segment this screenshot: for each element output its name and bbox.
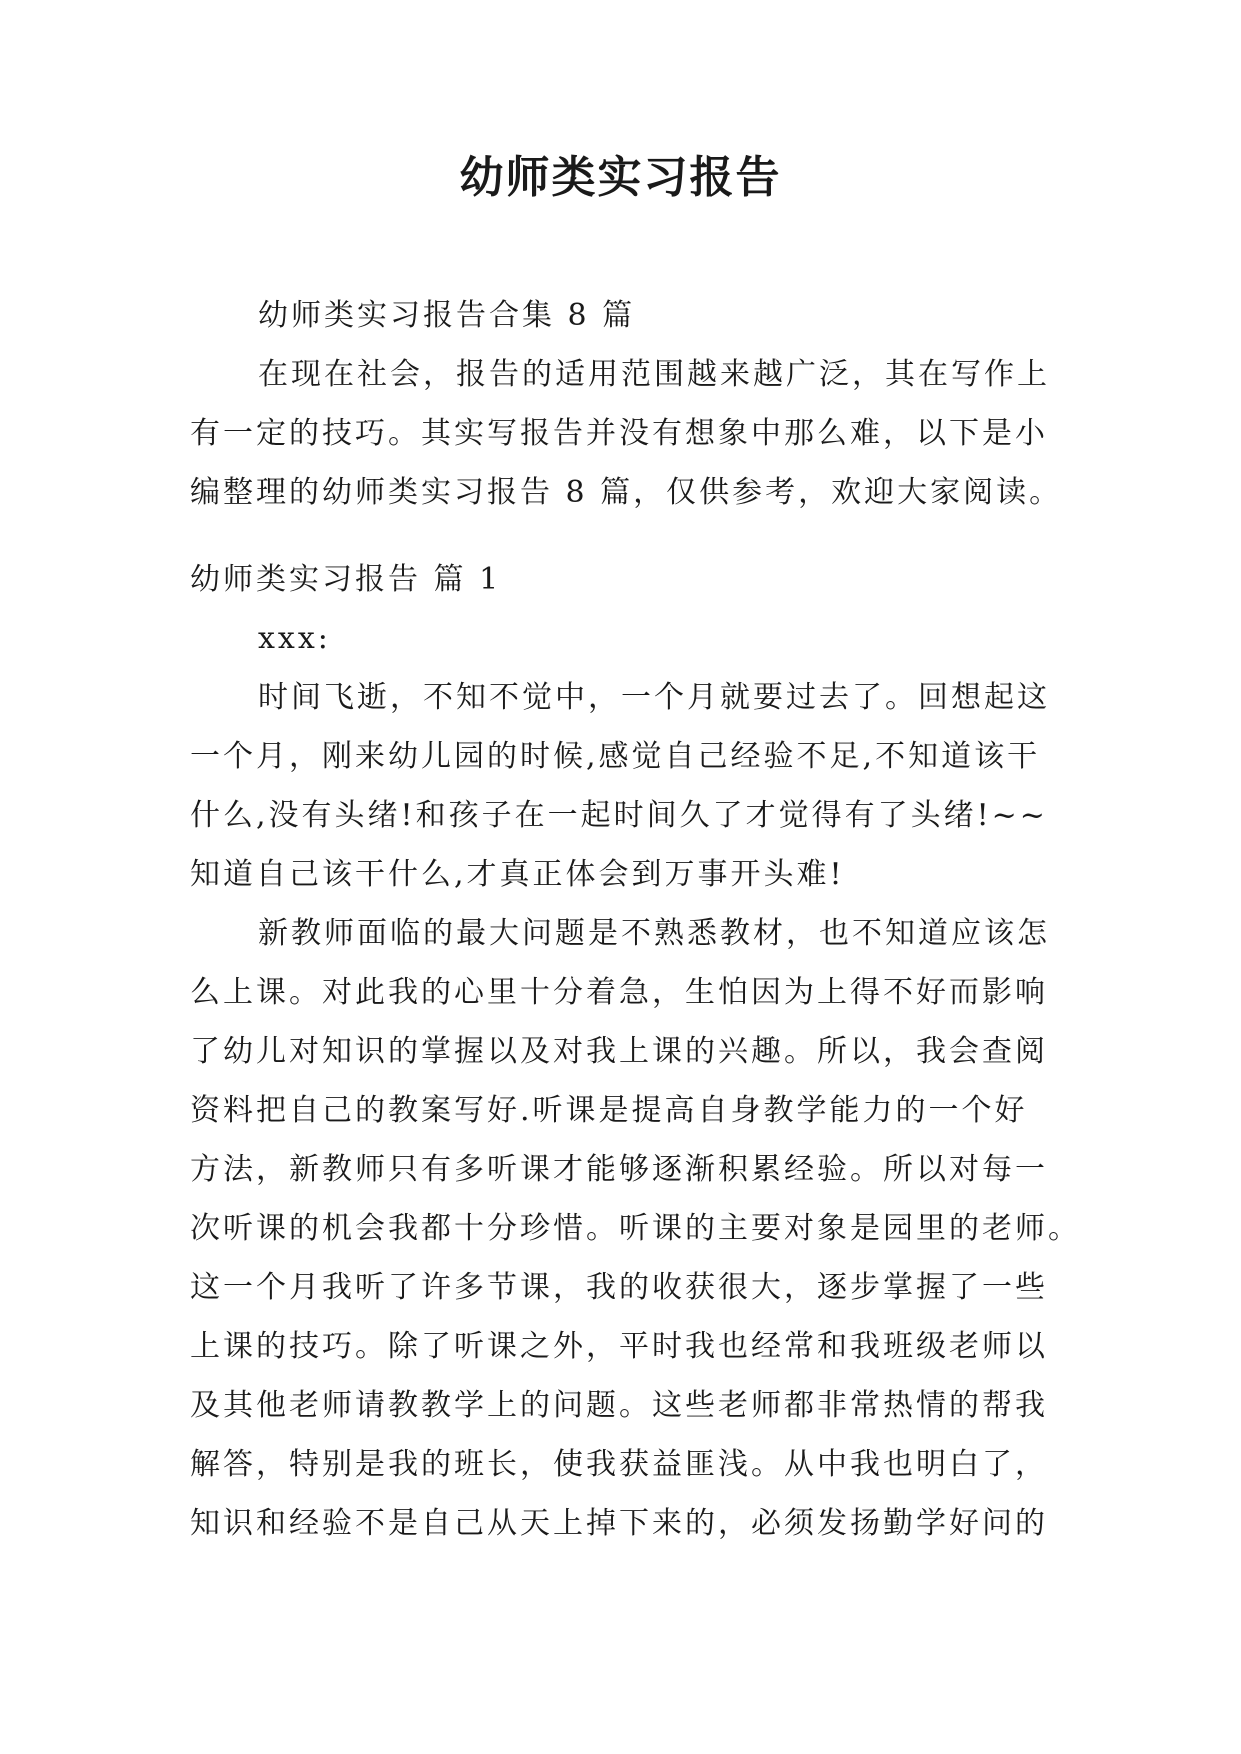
- intro-line: 编整理的幼师类实习报告 8 篇，仅供参考，欢迎大家阅读。: [190, 475, 1063, 510]
- paragraph-line: 什么,没有头绪!和孩子在一起时间久了才觉得有了头绪!~~: [190, 798, 1048, 833]
- salutation: xxx:: [258, 621, 331, 656]
- paragraph-line: 资料把自己的教案写好.听课是提高自身教学能力的一个好: [190, 1093, 1028, 1128]
- section-heading: 幼师类实习报告 篇 1: [190, 562, 502, 597]
- section-spacer: [190, 522, 1070, 550]
- paragraph-line: 次听课的机会我都十分珍惜。听课的主要对象是园里的老师。: [190, 1211, 1081, 1246]
- paragraph-line: 知道自己该干什么,才真正体会到万事开头难!: [190, 857, 845, 892]
- paragraph-1: [190, 668, 1070, 904]
- paragraph-line: 么上课。对此我的心里十分着急，生怕因为上得不好而影响: [190, 975, 1048, 1010]
- paragraph-2: [190, 904, 1081, 1553]
- paragraph-line: 及其他老师请教教学上的问题。这些老师都非常热情的帮我: [190, 1388, 1048, 1423]
- paragraph-line: 这一个月我听了许多节课，我的收获很大，逐步掌握了一些: [190, 1270, 1048, 1305]
- document-body: [190, 286, 1081, 1553]
- intro-line: 在现在社会，报告的适用范围越来越广泛，其在写作上: [258, 357, 1050, 392]
- paragraph-line: 知识和经验不是自己从天上掉下来的，必须发扬勤学好问的: [190, 1506, 1048, 1541]
- intro-subtitle: 幼师类实习报告合集 8 篇: [258, 298, 636, 333]
- intro-paragraph: [190, 345, 1070, 522]
- paragraph-line: 新教师面临的最大问题是不熟悉教材，也不知道应该怎: [258, 916, 1050, 951]
- paragraph-line: 了幼儿对知识的掌握以及对我上课的兴趣。所以，我会查阅: [190, 1034, 1048, 1069]
- intro-line: 有一定的技巧。其实写报告并没有想象中那么难，以下是小: [190, 416, 1048, 451]
- paragraph-line: 上课的技巧。除了听课之外，平时我也经常和我班级老师以: [190, 1329, 1048, 1364]
- document-title: 幼师类实习报告: [459, 152, 782, 203]
- paragraph-line: 解答，特别是我的班长，使我获益匪浅。从中我也明白了，: [190, 1447, 1048, 1482]
- paragraph-line: 一个月，刚来幼儿园的时候,感觉自己经验不足,不知道该干: [190, 739, 1041, 774]
- paragraph-line: 时间飞逝，不知不觉中，一个月就要过去了。回想起这: [258, 680, 1050, 715]
- paragraph-line: 方法，新教师只有多听课才能够逐渐积累经验。所以对每一: [190, 1152, 1048, 1187]
